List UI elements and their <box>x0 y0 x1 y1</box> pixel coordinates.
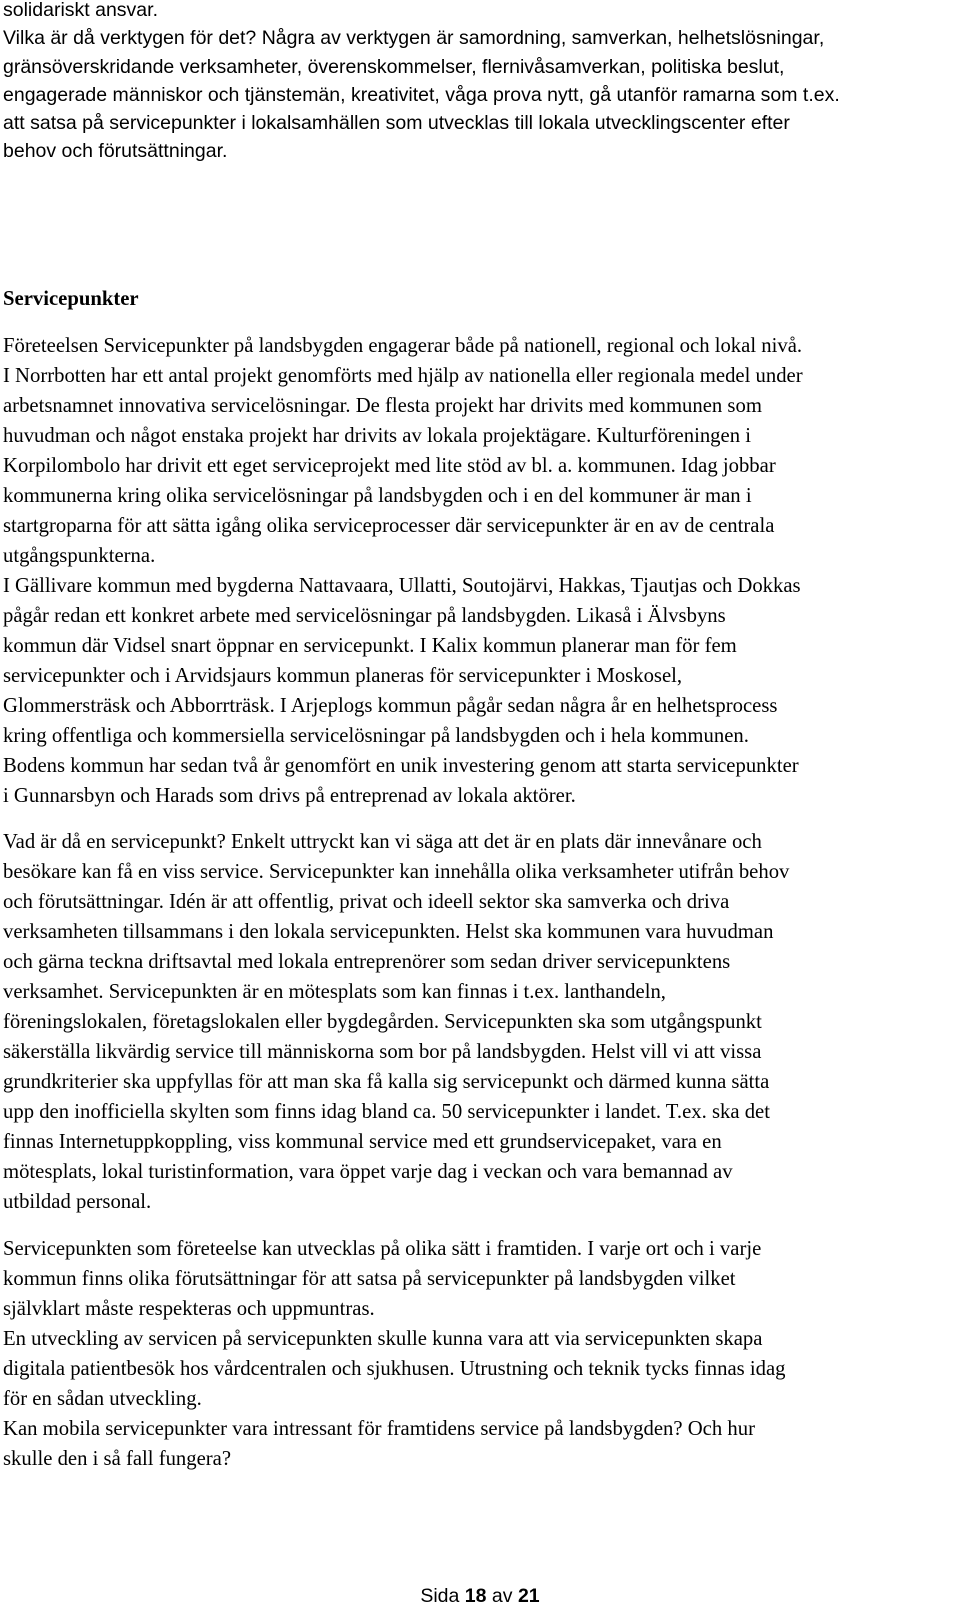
text-line: kommun där Vidsel snart öppnar en servicepunkt. I Kalix kommun planerar man för fem <box>3 635 737 657</box>
intro-paragraph <box>3 0 953 166</box>
text-line: gränsöverskridande verksamheter, överenskommelser, flernivåsamverkan, politiska beslut, <box>3 55 785 78</box>
text-line: att satsa på servicepunkter i lokalsamhällen som utvecklas till lokala utvecklingscenter efter <box>3 112 790 135</box>
text-line: och gärna teckna driftsavtal med lokala entreprenörer som sedan driver servicepunktens <box>3 951 731 973</box>
text-line: behov och förutsättningar. <box>3 140 228 163</box>
text-line: verksamhet. Servicepunkten är en mötesplats som kan finnas i t.ex. lanthandeln, <box>3 981 666 1003</box>
text-line: huvudman och något enstaka projekt har drivits av lokala projektägare. Kulturföreningen i <box>3 425 751 447</box>
text-line: föreningslokalen, företagslokalen eller bygdegården. Servicepunkten ska som utgångspunkt <box>3 1011 762 1033</box>
text-line: skulle den i så fall fungera? <box>3 1448 232 1470</box>
text-line: solidariskt ansvar. <box>3 0 158 21</box>
text-line: säkerställa likvärdig service till människorna som bor på landsbygden. Helst vill vi att vissa <box>3 1041 762 1063</box>
text-line: och förutsättningar. Idén är att offentlig, privat och ideell sektor ska samverka och driva <box>3 891 730 913</box>
body-paragraph-3 <box>3 1234 953 1474</box>
text-line: I Norrbotten har ett antal projekt genomförts med hjälp av nationella eller regionala medel under <box>3 365 803 387</box>
text-line: grundkriterier ska uppfyllas för att man ska få kalla sig servicepunkt och därmed kunna sätta <box>3 1071 770 1093</box>
text-line: Vad är då en servicepunkt? Enkelt uttryckt kan vi säga att det är en plats där innevånare och <box>3 831 762 853</box>
text-line: för en sådan utveckling. <box>3 1388 202 1410</box>
text-line: kommunerna kring olika servicelösningar på landsbygden och i en del kommuner är man i <box>3 485 752 507</box>
text-line: Korpilombolo har drivit ett eget serviceprojekt med lite stöd av bl. a. kommunen. Idag jobbar <box>3 455 776 477</box>
text-line: En utveckling av servicen på servicepunkten skulle kunna vara att via servicepunkten skapa <box>3 1328 763 1350</box>
text-line: digitala patientbesök hos vårdcentralen och sjukhusen. Utrustning och teknik tycks finnas idag <box>3 1358 786 1380</box>
text-line: utbildad personal. <box>3 1191 152 1213</box>
text-line: Glommersträsk och Abborrträsk. I Arjeplogs kommun pågår sedan några år en helhetsprocess <box>3 695 778 717</box>
body-paragraph-1 <box>3 331 953 811</box>
page-word: Sida <box>420 1585 460 1607</box>
text-line: pågår redan ett konkret arbete med servicelösningar på landsbygden. Likaså i Älvsbyns <box>3 605 726 627</box>
text-line: startgroparna för att sätta igång olika serviceprocesser där servicepunkter är en av de centrala <box>3 515 775 537</box>
text-line: Företeelsen Servicepunkter på landsbygden engagerar både på nationell, regional och lokal nivå. <box>3 335 803 357</box>
text-line: servicepunkter och i Arvidsjaurs kommun planeras för servicepunkter i Moskosel, <box>3 665 683 687</box>
text-line: Bodens kommun har sedan två år genomfört en unik investering genom att starta servicepunkter <box>3 755 799 777</box>
body-paragraph-2 <box>3 827 953 1217</box>
text-line: Servicepunkten som företeelse kan utvecklas på olika sätt i framtiden. I varje ort och i varje <box>3 1238 762 1260</box>
current-page-number: 18 <box>464 1585 487 1607</box>
text-line: finnas Internetuppkoppling, viss kommunal service med ett grundservicepaket, vara en <box>3 1131 722 1153</box>
text-line: mötesplats, lokal turistinformation, vara öppet varje dag i veckan och vara bemannad av <box>3 1161 733 1183</box>
text-line: besökare kan få en viss service. Servicepunkter kan innehålla olika verksamheter utifrån behov <box>3 861 790 883</box>
text-line: självklart måste respekteras och uppmuntras. <box>3 1298 375 1320</box>
text-line: verksamheten tillsammans i den lokala servicepunkten. Helst ska kommunen vara huvudman <box>3 921 774 943</box>
text-line: i Gunnarsbyn och Harads som drivs på entreprenad av lokala aktörer. <box>3 785 576 807</box>
text-line: Kan mobila servicepunkter vara intressant för framtidens service på landsbygden? Och hur <box>3 1418 755 1440</box>
text-line: kring offentliga och kommersiella servicelösningar på landsbygden och i hela kommunen. <box>3 725 749 747</box>
text-line: arbetsnamnet innovativa servicelösningar. De flesta projekt har drivits med kommunen som <box>3 395 762 417</box>
total-pages-number: 21 <box>517 1585 540 1607</box>
text-line: upp den inofficiella skylten som finns idag bland ca. 50 servicepunkter i landet. T.ex. ska det <box>3 1101 770 1123</box>
section-heading: Servicepunkter <box>3 288 139 310</box>
text-line: Vilka är då verktygen för det? Några av verktygen är samordning, samverkan, helhetslösningar, <box>3 27 825 50</box>
text-line: kommun finns olika förutsättningar för att satsa på servicepunkter på landsbygden vilket <box>3 1268 736 1290</box>
text-line: I Gällivare kommun med bygderna Nattavaara, Ullatti, Soutojärvi, Hakkas, Tjautjas och Dokkas <box>3 575 801 597</box>
of-word: av <box>491 1585 513 1607</box>
text-line: engagerade människor och tjänstemän, kreativitet, våga prova nytt, gå utanför ramarna som t.ex. <box>3 83 840 106</box>
text-line: utgångspunkterna. <box>3 545 156 567</box>
page-footer <box>0 1584 960 1608</box>
